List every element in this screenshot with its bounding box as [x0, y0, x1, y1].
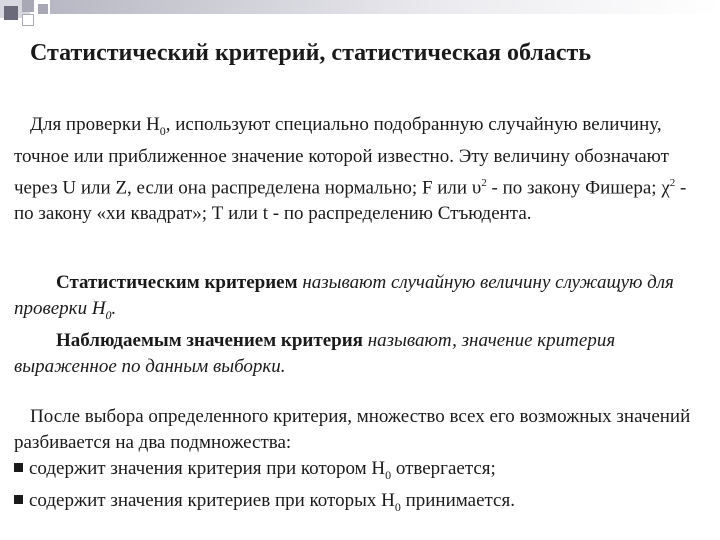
bullet-sub: 0: [385, 467, 392, 482]
bullet-sub: 0: [394, 499, 401, 514]
bullet-text-a: содержит значения критерия при котором Н: [29, 458, 386, 479]
p3-intro: После выбора определенного критерия, множество всех его возможных значений разбивается на два подмножества:: [14, 406, 691, 453]
paragraph-criterion-intro: [14, 112, 704, 227]
bullet-text-b: отвергается;: [391, 458, 496, 479]
decorative-header-pattern: [0, 0, 720, 40]
definition-sub-0: 0: [105, 307, 112, 322]
square-bullet-icon: [14, 495, 23, 504]
p1-sup-2a: 2: [481, 176, 487, 189]
bullet-text-a: содержит значения критериев при которых Н: [29, 489, 395, 511]
list-item: [14, 456, 704, 488]
paragraph-definitions: [14, 270, 704, 380]
p1-text-d: - по закону «хи квадрат»; Т или t - по распределению Стъюдента.: [14, 177, 687, 225]
definition-term-statistical-criterion: Статистическим критерием: [56, 272, 298, 293]
p1-sup-2b: 2: [669, 176, 676, 189]
definition-end: .: [111, 298, 117, 319]
definition-term-observed-value: Наблюдаемым значением критерия: [56, 329, 363, 351]
bullet-text-b: принимается.: [400, 489, 515, 511]
p1-text-a: Для проверки Н: [30, 114, 160, 135]
list-item: [14, 488, 704, 520]
definition-text-observed-value: называют, значение критерия выраженное по данным выборки.: [14, 329, 616, 377]
p1-text-c: - по закону Фишера; χ: [486, 177, 670, 199]
paragraph-critical-region: [14, 404, 704, 520]
page-title: Статистический критерий, статистическая область: [30, 40, 592, 66]
definition-text-statistical-criterion: называют случайную величину служащую для проверки Н: [14, 272, 674, 319]
square-bullet-icon: [14, 463, 23, 472]
p1-text-b: , используют специально подобранную случайную величину, точное или приближенное значение которой известно. Эту величину обозначают через U или Z, если она распределена нормально; F или υ: [14, 114, 669, 199]
p1-sub-0: 0: [159, 123, 166, 138]
